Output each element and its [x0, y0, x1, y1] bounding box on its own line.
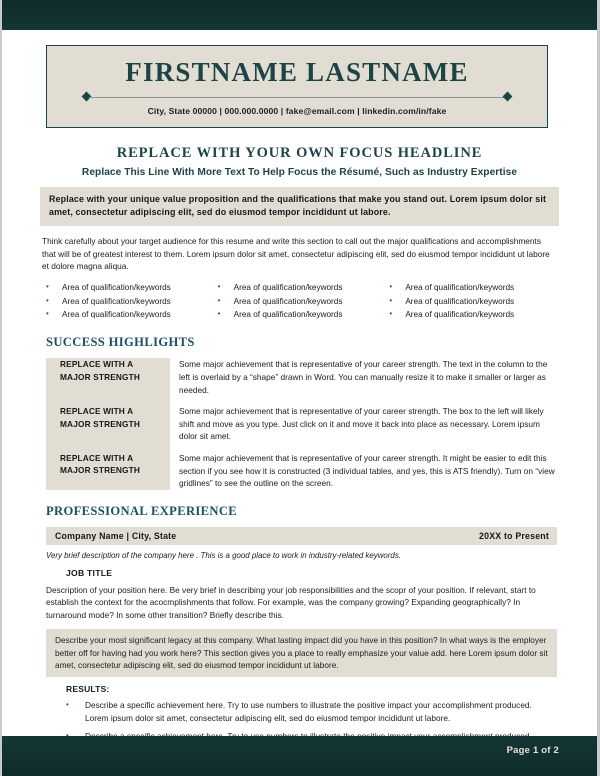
job-description: Description of your position here. Be very brief in describing your job responsibilities and the scopr of your position. If relevant, start to establish the context for the acocmplishments that follow. For example, was the company growing? Expanding geographically? In turnaround mode? In some other transition? Briefly describe this.: [46, 584, 536, 620]
keyword-label: Area of qualification/keywords: [233, 283, 343, 293]
bullet-icon: •: [46, 309, 49, 319]
keyword-label: Area of qualification/keywords: [405, 283, 515, 293]
list-item: [389, 295, 553, 308]
result-text: Describe a specific achievement here. Try to use numbers to illustrate the positive impact your accomplishment produced. Lorem ipsum dolor sit amet, consectetur adipiscing elit, sed do eiusmod tempor incididunt ut labore.: [85, 700, 532, 723]
top-decorative-band: [2, 0, 597, 30]
company-name: Company Name | City, State: [55, 530, 177, 541]
list-item: [46, 295, 210, 308]
bullet-icon: •: [217, 282, 221, 292]
keyword-label: Area of qualification/keywords: [62, 310, 171, 320]
summary-paragraph: Think carefully about your target audience for this resume and write this section to call out the major qualifications and accomplishments that will be of greatest interest to them. Lorem ipsum dolor sit amet, consectetur adipiscing elit, sed do eiusmod tempor incididunt ut labore et dolore magna aliqua.: [42, 236, 550, 272]
list-item: [218, 281, 382, 294]
list-item: [389, 308, 553, 321]
strength-description: Some major achievement that is representative of your career strength. The box to the left will likely shift and move as you type. Just click on it and move it back into place as necessary. Lorem ipsum dolor sit amet.: [179, 406, 544, 442]
focus-headline: REPLACE WITH YOUR OWN FOCUS HEADLINE: [116, 145, 483, 162]
keyword-label: Area of qualification/keywords: [62, 283, 171, 293]
keyword-label: Area of qualification/keywords: [233, 310, 343, 320]
diamond-ornament-right-icon: [503, 92, 513, 102]
list-item: [66, 699, 557, 724]
focus-subheadline: Replace This Line With More Text To Help Focus the Résumé, Such as Industry Expertise: [81, 167, 518, 179]
strength-description: Some major achievement that is representative of your career strength. It might be easier to edit this section if you see how it is constructed (3 individual tables, and yes, this is ATS friendly). Turn on “view gridlines” to see the outline on the screen.: [179, 452, 555, 489]
keyword-label: Area of qualification/keywords: [405, 310, 515, 320]
strength-label: REPLACE WITH A MAJOR STRENGTH: [60, 359, 141, 382]
employment-dates: 20XX to Present: [479, 530, 549, 541]
bullet-icon: •: [46, 282, 49, 292]
keyword-label: Area of qualification/keywords: [405, 296, 515, 306]
section-title-success-highlights: SUCCESS HIGHLIGHTS: [46, 335, 195, 350]
header-divider: [83, 92, 511, 102]
keyword-label: Area of qualification/keywords: [62, 296, 171, 306]
strength-description: Some major achievement that is representative of your career strength. The text in the column to the left is overlaid by a “shape” drawn in Word. You can manually resize it to make it smaller or larger as needed.: [179, 359, 548, 395]
table-row: [46, 358, 557, 405]
divider-line: [89, 97, 505, 98]
list-item: [218, 295, 382, 308]
keyword-label: Area of qualification/keywords: [233, 296, 343, 306]
list-item: [389, 281, 553, 294]
value-proposition-box: Replace with your unique value proposition and the qualifications that make you stand out. Lorem ipsum dolor sit amet, consectetur adipiscing elit, sed do eiusmod tempor incididunt ut labore.: [40, 187, 559, 226]
company-header-bar: [46, 527, 557, 545]
list-item: [46, 281, 210, 294]
resume-content: [2, 30, 597, 736]
bullet-icon: •: [389, 309, 393, 319]
bullet-icon: •: [217, 295, 221, 305]
name-header-box: [46, 45, 548, 128]
strength-label: REPLACE WITH A MAJOR STRENGTH: [60, 406, 141, 429]
bullet-icon: •: [66, 700, 69, 710]
contact-line: City, State 00000 | 000.000.0000 | fake@email.com | linkedin.com/in/fake: [147, 106, 447, 117]
page-number: Page 1 of 2: [506, 745, 559, 756]
section-title-professional-experience: PROFESSIONAL EXPERIENCE: [46, 503, 238, 518]
bullet-icon: •: [217, 309, 221, 319]
results-label: RESULTS:: [66, 684, 110, 695]
bullet-icon: •: [389, 295, 393, 305]
success-highlights-table: [46, 358, 557, 489]
table-row: [46, 405, 557, 452]
company-description: Very brief description of the company here . This is a good place to work in industry-related keywords.: [46, 550, 401, 560]
job-title: JOB TITLE: [66, 567, 113, 578]
legacy-statement-box: Describe your most significant legacy at this company. What lasting impact did you have in this position? In what ways is the employer better off for having had you work here? This section gives you a place to really emphasize your value add. here Lorem ipsum dolor sit amet, consectetur adipiscing elit, sed do eiusmod tempor incididunt ut labore.: [46, 629, 557, 677]
bullet-icon: •: [46, 295, 49, 305]
bottom-decorative-band: [2, 736, 597, 776]
bullet-icon: •: [389, 282, 393, 292]
list-item: [218, 308, 382, 321]
strength-label: REPLACE WITH A MAJOR STRENGTH: [60, 452, 141, 476]
table-row: [46, 452, 557, 490]
full-name: FIRSTNAME LASTNAME: [125, 57, 469, 87]
keyword-grid: [46, 281, 553, 321]
list-item: [46, 308, 210, 321]
